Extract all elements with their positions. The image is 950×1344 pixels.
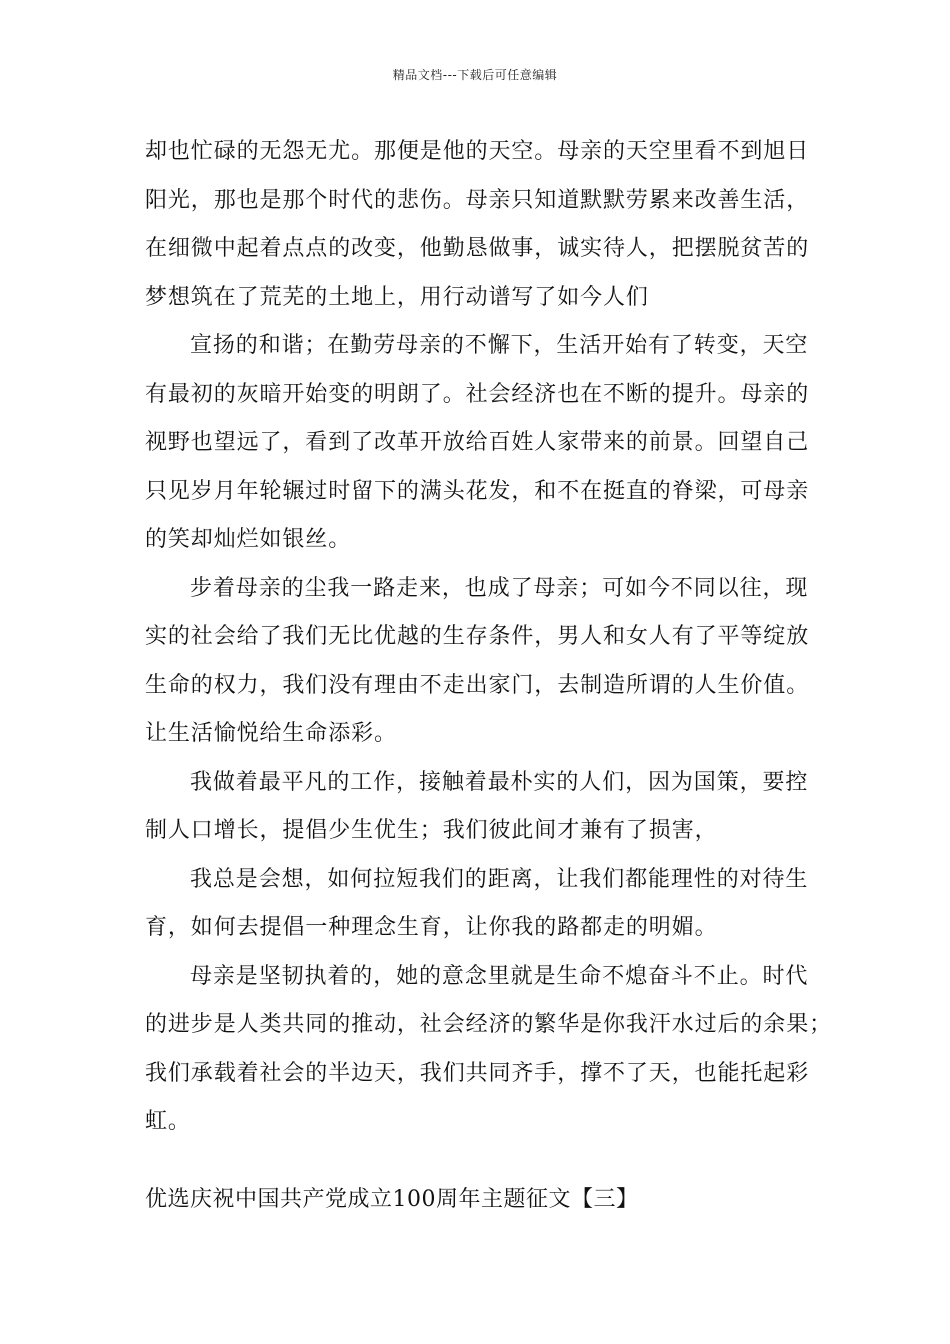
text-line: 育，如何去提倡一种理念生育，让你我的路都走的明媚。 bbox=[145, 915, 718, 940]
paragraph-4 bbox=[145, 759, 835, 856]
text-line: 母亲是坚韧执着的，她的意念里就是生命不熄奋斗不止。时代 bbox=[190, 963, 809, 989]
text-line: 让生活愉悦给生命添彩。 bbox=[145, 721, 397, 746]
paragraph-2 bbox=[145, 322, 835, 565]
text-line: 视野也望远了，看到了改革开放给百姓人家带来的前景。回望自己 bbox=[145, 430, 810, 455]
text-line: 的笑却灿烂如银丝。 bbox=[145, 527, 352, 552]
text-line: 阳光，那也是那个时代的悲伤。母亲只知道默默劳累来改善生活， bbox=[145, 187, 810, 213]
text-line: 的进步是人类共同的推动，社会经济的繁华是你我汗水过后的余果； bbox=[145, 1012, 833, 1037]
text-line: 我总是会想，如何拉短我们的距离，让我们都能理性的对待生 bbox=[190, 866, 809, 892]
article-body bbox=[145, 128, 835, 1147]
paragraph-5 bbox=[145, 856, 835, 953]
text-line: 梦想筑在了荒芜的土地上，用行动谱写了如今人们 bbox=[145, 284, 649, 310]
text-line: 我做着最平凡的工作，接触着最朴实的人们，因为国策，要控 bbox=[190, 769, 809, 795]
text-line: 只见岁月年轮辗过时留下的满头花发，和不在挺直的脊梁，可母亲 bbox=[145, 478, 810, 504]
text-line: 我们承载着社会的半边天，我们共同齐手，撑不了天，也能托起彩 bbox=[145, 1060, 810, 1086]
section-heading: 优选庆祝中国共产党成立100周年主题征文【三】 bbox=[145, 1187, 639, 1212]
paragraph-3 bbox=[145, 565, 835, 759]
text-line: 宣扬的和谐；在勤劳母亲的不懈下，生活开始有了转变，天空 bbox=[190, 333, 809, 358]
text-line: 在细微中起着点点的改变，他勤恳做事，诚实待人，把摆脱贫苦的 bbox=[145, 236, 810, 261]
paragraph-1 bbox=[145, 128, 835, 322]
paragraph-6 bbox=[145, 953, 835, 1147]
text-line: 却也忙碌的无怨无尤。那便是他的天空。母亲的天空里看不到旭日 bbox=[145, 139, 810, 164]
text-line: 步着母亲的尘我一路走来，也成了母亲；可如今不同以往，现 bbox=[190, 575, 809, 601]
text-line: 实的社会给了我们无比优越的生存条件，男人和女人有了平等绽放 bbox=[145, 624, 810, 649]
page-header: 精品文档---下载后可任意编辑 bbox=[392, 68, 558, 82]
text-line: 虹。 bbox=[145, 1109, 191, 1134]
text-line: 生命的权力，我们没有理由不走出家门，去制造所谓的人生价值。 bbox=[145, 672, 810, 698]
text-line: 制人口增长，提倡少生优生；我们彼此间才兼有了损害， bbox=[145, 818, 718, 843]
text-line: 有最初的灰暗开始变的明朗了。社会经济也在不断的提升。母亲的 bbox=[145, 381, 810, 407]
